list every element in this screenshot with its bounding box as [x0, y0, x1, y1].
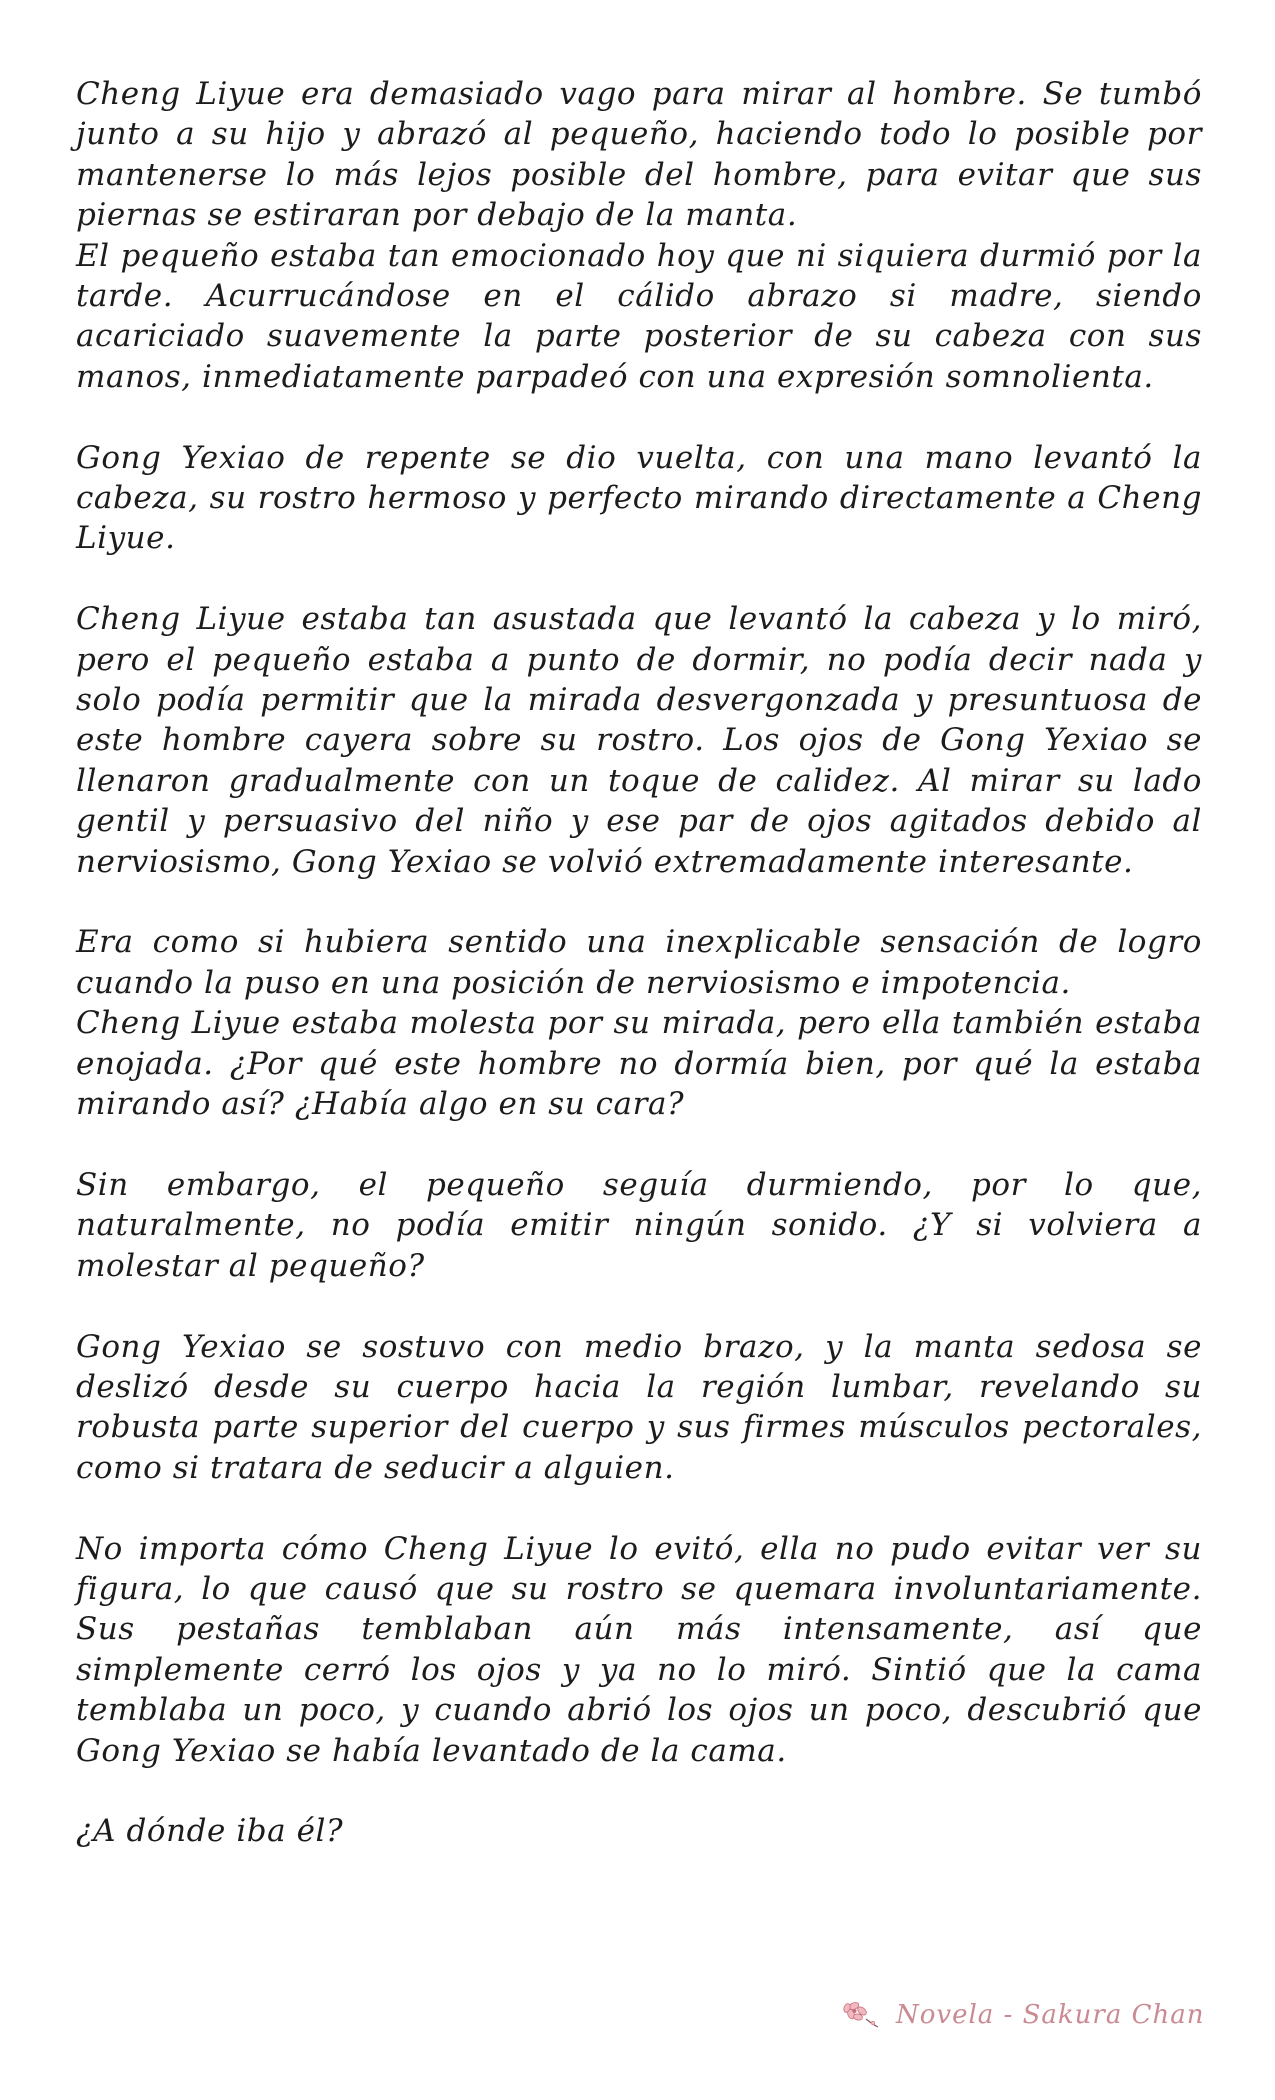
paragraph-10: ¿A dónde iba él? [76, 1813, 344, 1850]
paragraph-1: Cheng Liyue era demasiado vago para mirar al hombre. Se tumbó junto a su hijo y abrazó al pequeño, haciendo todo lo posible por mantenerse lo más lejos posible del hombre, para evitar que sus piernas se estiraran por debajo de la manta. [76, 76, 1202, 234]
paragraph-7: Sin embargo, el pequeño seguía durmiendo, por lo que, naturalmente, no podía emitir ningún sonido. ¿Y si volviera a molestar al pequeño? [76, 1166, 1202, 1284]
watermark-text: Novela - Sakura Chan [896, 2000, 1205, 2030]
sakura-flower-icon [842, 1997, 882, 2033]
paragraph-4: Cheng Liyue estaba tan asustada que levantó la cabeza y lo miró, pero el pequeño estaba a punto de dormir, no podía decir nada y solo podía permitir que la mirada desvergonzada y presuntuosa de este hombre cayera sobre su rostro. Los ojos de Gong Yexiao se llenaron gradualmente con un toque de calidez. Al mirar su lado gentil y persuasivo del niño y ese par de ojos agitados debido al nerviosismo, Gong Yexiao se volvió extremadamente interesante. [76, 601, 1202, 880]
paragraph-2: El pequeño estaba tan emocionado hoy que ni siquiera durmió por la tarde. Acurrucándose en el cálido abrazo si madre, siendo acariciado suavemente la parte posterior de su cabeza con sus manos, inmediatamente parpadeó con una expresión somnolienta. [76, 237, 1202, 395]
paragraph-9: No importa cómo Cheng Liyue lo evitó, ella no pudo evitar ver su figura, lo que causó que su rostro se quemara involuntariamente. Sus pestañas temblaban aún más intensamente, así que simplemente cerró los ojos y ya no lo miró. Sintió que la cama temblaba un poco, y cuando abrió los ojos un poco, descubrió que Gong Yexiao se había levantado de la cama. [76, 1530, 1202, 1769]
paragraph-3: Gong Yexiao de repente se dio vuelta, con una mano levantó la cabeza, su rostro hermoso y perfecto mirando directamente a Cheng Liyue. [76, 439, 1202, 557]
paragraph-6: Cheng Liyue estaba molesta por su mirada, pero ella también estaba enojada. ¿Por qué este hombre no dormía bien, por qué la estaba mirando así? ¿Había algo en su cara? [76, 1005, 1202, 1123]
watermark [842, 1995, 1205, 2035]
paragraph-5: Era como si hubiera sentido una inexplicable sensación de logro cuando la puso en una posición de nerviosismo e impotencia. [76, 924, 1202, 1001]
story-text [76, 74, 1202, 1852]
paragraph-8: Gong Yexiao se sostuvo con medio brazo, y la manta sedosa se deslizó desde su cuerpo hacia la región lumbar, revelando su robusta parte superior del cuerpo y sus firmes músculos pectorales, como si tratara de seducir a alguien. [76, 1328, 1202, 1486]
